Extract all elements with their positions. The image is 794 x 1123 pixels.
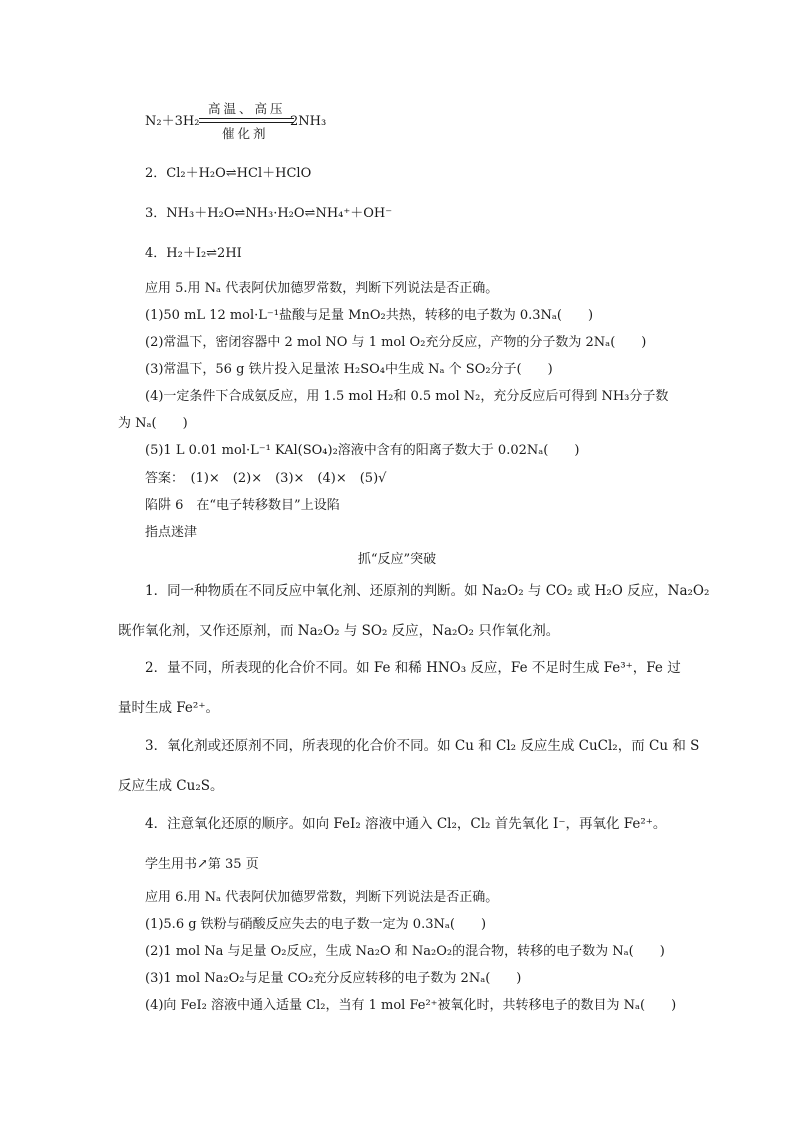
trap6-hint: 指点迷津 [145,525,198,540]
app6-item-2: (2)1 mol Na 与足量 O₂反应，生成 Na₂O 和 Na₂O₂的混合物，转移的电子数为 Nₐ( ) [145,944,665,959]
eq1-condition-bottom: 催化剂 [222,126,269,141]
eq1-right: 2NH₃ [290,114,327,129]
app5-answer: 答案： (1)× (2)× (3)× (4)× (5)√ [145,471,387,486]
equilibrium-arrow-icon [199,118,294,123]
trap6-title: 陷阱 6 在“电子转移数目”上设陷 [145,498,340,513]
app6-item-4: (4)向 FeI₂ 溶液中通入适量 Cl₂，当有 1 mol Fe²⁺被氧化时，共转移电子的数目为 Nₐ( ) [145,998,677,1013]
app6-item-1: (1)5.6 g 铁粉与硝酸反应失去的电子数一定为 0.3Nₐ( ) [145,917,487,932]
point-1-line-1: 1．同一种物质在不同反应中氧化剂、还原剂的判断。如 Na₂O₂ 与 CO₂ 或 H₂O 反应，Na₂O₂ [145,583,710,599]
app6-title: 应用 6.用 Nₐ 代表阿伏加德罗常数，判断下列说法是否正确。 [145,890,499,905]
point-4: 4．注意氧化还原的顺序。如向 FeI₂ 溶液中通入 Cl₂，Cl₂ 首先氧化 I⁻，再氧化 Fe²⁺。 [145,816,667,832]
eq4: 4．H₂＋I₂⇌2HI [145,246,242,261]
app5-item-1: (1)50 mL 12 mol·L⁻¹盐酸与足量 MnO₂共热，转移的电子数为 0.3Nₐ( ) [145,308,594,323]
app6-item-3: (3)1 mol Na₂O₂与足量 CO₂充分反应转移的电子数为 2Nₐ( ) [145,971,522,986]
book-page-ref: 学生用书↗第 35 页 [145,857,259,872]
eq2: 2．Cl₂＋H₂O⇌HCl＋HClO [145,166,312,181]
point-2-line-2: 量时生成 Fe²⁺。 [118,700,219,716]
point-2-line-1: 2．量不同，所表现的化合价不同。如 Fe 和稀 HNO₃ 反应，Fe 不足时生成 Fe³⁺，Fe 过 [145,660,681,676]
trap6-center-heading: 抓“反应”突破 [357,552,437,567]
app5-item-2: (2)常温下，密闭容器中 2 mol NO 与 1 mol O₂充分反应，产物的分子数为 2Nₐ( ) [145,335,647,350]
point-1-line-2: 既作氧化剂，又作还原剂，而 Na₂O₂ 与 SO₂ 反应，Na₂O₂ 只作氧化剂。 [118,623,560,639]
app5-item-4-cont: 为 Nₐ( ) [118,416,188,431]
eq1-left: N₂＋3H₂ [145,114,200,129]
app5-item-3: (3)常温下，56 g 铁片投入足量浓 H₂SO₄中生成 Nₐ 个 SO₂分子( ) [145,362,553,377]
app5-item-4: (4)一定条件下合成氨反应，用 1.5 mol H₂和 0.5 mol N₂，充分反应后可得到 NH₃分子数 [145,389,669,404]
eq1-condition-top: 高温、高压 [208,101,286,116]
eq3: 3．NH₃＋H₂O⇌NH₃·H₂O⇌NH₄⁺＋OH⁻ [145,206,393,221]
app5-title: 应用 5.用 Nₐ 代表阿伏加德罗常数，判断下列说法是否正确。 [145,281,499,296]
point-3-line-1: 3．氧化剂或还原剂不同，所表现的化合价不同。如 Cu 和 Cl₂ 反应生成 CuCl₂，而 Cu 和 S [145,738,700,754]
app5-item-5: (5)1 L 0.01 mol·L⁻¹ KAl(SO₄)₂溶液中含有的阳离子数大于 0.02Nₐ( ) [145,443,580,458]
point-3-line-2: 反应生成 Cu₂S。 [118,778,224,794]
